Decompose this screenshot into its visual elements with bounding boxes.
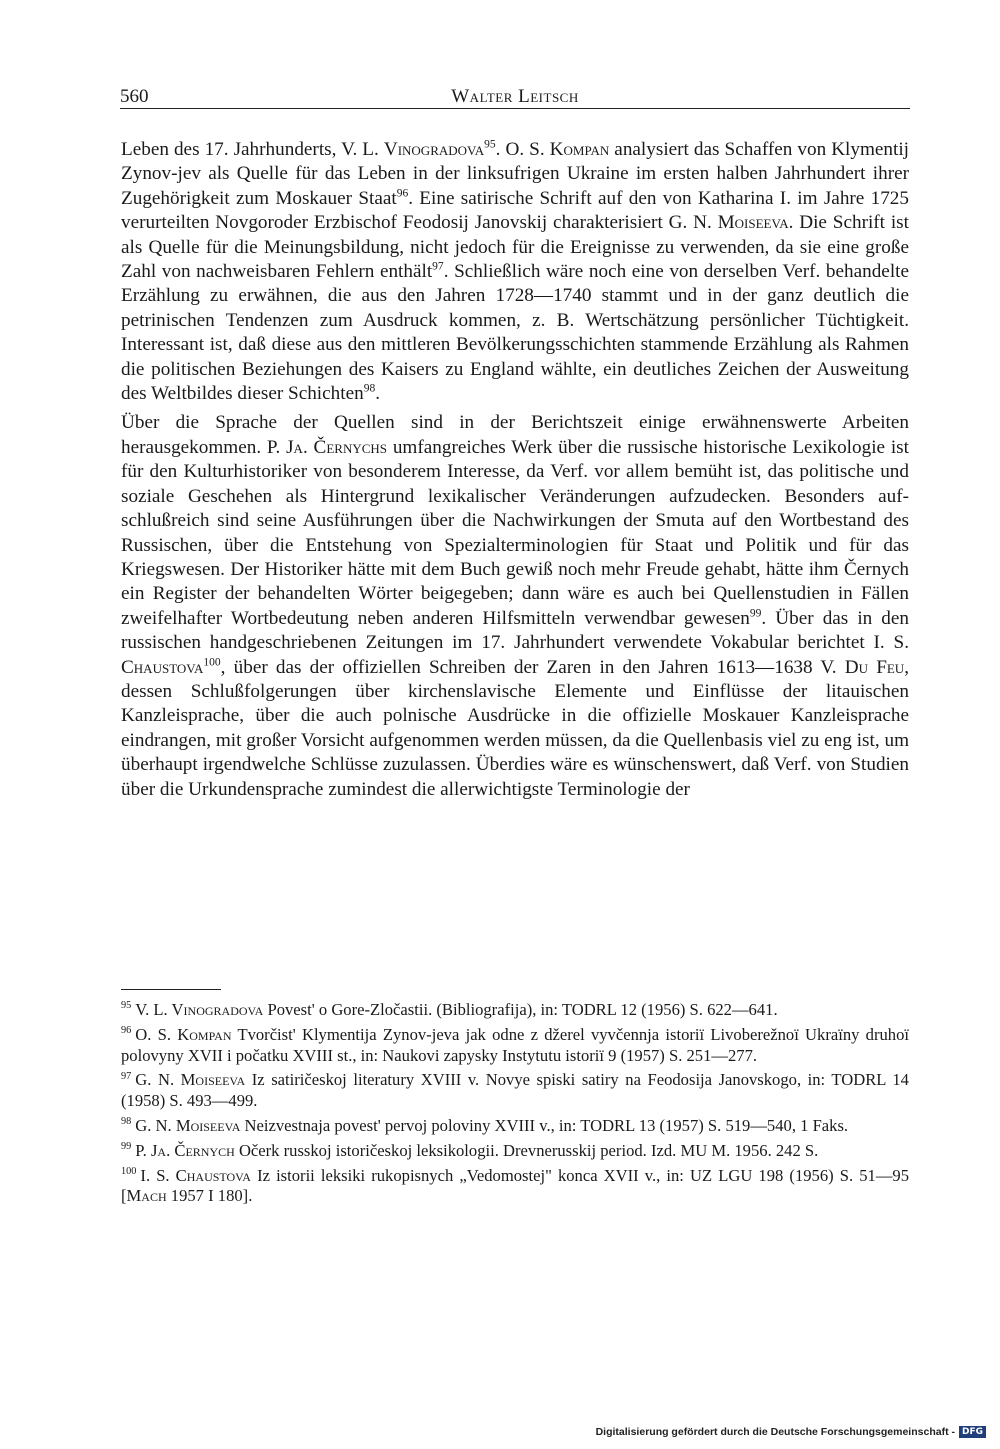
author-name: G. N. Moiseeva <box>135 1115 241 1135</box>
author-name: G. N. Moiseeva <box>135 1070 246 1090</box>
footnote-number: 98 <box>121 1116 132 1128</box>
footnote-number: 96 <box>121 1025 132 1037</box>
footnote-divider <box>121 989 221 990</box>
footnotes <box>121 1000 909 1211</box>
footnote: $^{99}$ P. Ja. Černych Očerk russkoj istoričeskoj leksikologii. Drevnerusskij period. Izd. MU M. 1956. 242 S. <box>121 1140 819 1160</box>
paragraph: Über die Sprache der Quellen sind in der Berichtszeit einige erwähnenswerte Arbeiten herausgekommen. P. Ja. Černychs umfangreiches Werk über die russische historische Lexikologie ist für den Kulturhistoriker von besonderem Interesse, da Verf. vor allem bemüht ist, das politische und soziale Geschehen als Hintergrund lexikalischer Veränderungen aufzudecken. Besonders aufschlußreich sind seine Ausführungen über die Nachwirkungen der Smuta auf den Wortbestand des Russischen, über die Entstehung von Spezialterminologien für Staat und Politik und für das Kriegswesen. Der Historiker hätte mit dem Buch gewiß noch mehr Freude gehabt, hätte ihm Černych ein Register der behandelten Wörter beigegeben; dann wäre es auch bei Quellenstudien in Fällen zweifelhafter Wortbedeutung neben anderen Hilfsmitteln verwendbar gewesen$^{99}$. Über das in den russischen handgeschriebenen Zeitungen im 17. Jahrhundert verwendete Vokabular berichtet I. S. Chaustova$^{100}$, über das der offiziellen Schreiben der Zaren in den Jahren 1613—1638 V. Du Feu, dessen Schlußfolgerungen über kirchenslavische Elemente und Einflüsse der litauischen Kanzleisprache, über die auch polnische Ausdrücke in die offizielle Moskauer Kanzleisprache eindrangen, mit großer Vorsicht aufgenommen werden müssen, da die Quellenbasis viel zu eng ist, um überhaupt irgendwelche Schlüsse zuzulassen. Überdies wäre es wünschenswert, daß Verf. von Studien über die Urkundensprache zumindest die allerwichtigste Terminologie der <box>121 412 910 800</box>
author-name: Vinogradova <box>383 139 485 160</box>
author-name: Du Feu <box>844 656 905 678</box>
footnote-reference: 97 <box>432 260 444 273</box>
page-number: 560 <box>120 86 149 107</box>
footnote-reference: 100 <box>203 656 221 669</box>
running-title: Walter Leitsch <box>451 86 579 107</box>
footnote: $^{97}$ G. N. Moiseeva Iz satiričeskoj literatury XVIII v. Novye spiski satiry na Feodosija Janovskogo, in: TODRL 14 (1958) S. 493—499. <box>121 1070 909 1111</box>
footnote: $^{98}$ G. N. Moiseeva Neizvestnaja povest' pervoj poloviny XVIII v., in: TODRL 13 (1957) S. 519—540, 1 Faks. <box>121 1115 849 1135</box>
author-name: P. Ja. Černych <box>135 1140 235 1160</box>
author-name: V. L. Vinogradova <box>135 1000 264 1019</box>
footnote-number: 95 <box>121 1000 132 1012</box>
author-name: Moiseeva <box>717 212 789 234</box>
footnote-number: 100 <box>121 1166 137 1178</box>
digitization-credit <box>596 1426 986 1438</box>
author-name: Kompan <box>549 139 610 160</box>
paragraph: Leben des 17. Jahrhunderts, V. L. Vinogradova$^{95}$. O. S. Kompan analysiert das Schaffen von Klymentij Zynov-jev als Quelle für das Leben in der linksufrigen Ukraine im ersten halben Jahrhundert ihrer Zugehörigkeit zum Moskauer Staat$^{96}$. Eine satirische Schrift auf den von Katharina I. im Jahre 1725 verurteilten Novgoroder Erzbischof Feodosij Janovskij charakterisiert G. N. Moiseeva. Die Schrift ist als Quelle für die Meinungsbildung, nicht jedoch für die Ereignisse zu verwenden, da sie eine große Zahl von nachweisbaren Fehlern enthält$^{97}$. Schließlich wäre noch eine von derselben Verf. behandelte Erzählung zu erwähnen, die aus den Jahren 1728—1740 stammt und in der ganz deutlich die petrinischen Tendenzen zum Ausdruck kommen, z. B. Wertschätzung persönlicher Tüchtigkeit. Interessant ist, daß diese aus den mittleren Bevölkerungsschichten stammende Erzählung als Rahmen die politischen Beziehungen des Kaisers zu England wählte, ein deutliches Zeichen der Ausweitung des Weltbildes dieser Schichten$^{98}$. <box>121 138 909 405</box>
credit-text: Digitalisierung gefördert durch die Deutsche Forschungsgemeinschaft - <box>595 1426 955 1438</box>
footnote-reference: 95 <box>484 138 496 151</box>
footnote: $^{96}$ O. S. Kompan Tvorčist' Klymentija Zynov-jeva jak odne z džerel vyvčennja istoriï Livoberežnoï Ukraïny druhoï polovyny XVII i počatku XVIII st., in: Naukovi zapysky Instytutu istoriï 9 (1957) S. 251—277. <box>121 1024 909 1065</box>
author-name: Mach <box>126 1186 167 1206</box>
footnote-reference: 98 <box>363 382 376 395</box>
author-name: O. S. Kompan <box>135 1024 232 1044</box>
footnote-reference: 99 <box>749 607 762 620</box>
author-name: Ja. Černychs <box>286 436 388 458</box>
footnote: $^{95}$ V. L. Vinogradova Povest' o Gore-Zločastii. (Bibliografija), in: TODRL 12 (1956) S. 622—641. <box>121 1000 778 1019</box>
footnote-reference: 96 <box>396 187 409 200</box>
footnote: $^{100}$ I. S. Chaustova Iz istorii leksiki rukopisnych „Vedomostej" konca XVII v., in: UZ LGU 198 (1956) S. 51—95 [Mach 1957 I 180]. <box>121 1165 910 1206</box>
footnote-number: 99 <box>121 1141 132 1153</box>
author-name: Chaustova <box>121 656 204 678</box>
footnote-number: 97 <box>121 1070 132 1082</box>
page-header <box>120 86 910 109</box>
author-name: I. S. Chaustova <box>140 1165 251 1185</box>
dfg-logo: DFG <box>959 1426 986 1438</box>
body-text <box>121 138 909 802</box>
